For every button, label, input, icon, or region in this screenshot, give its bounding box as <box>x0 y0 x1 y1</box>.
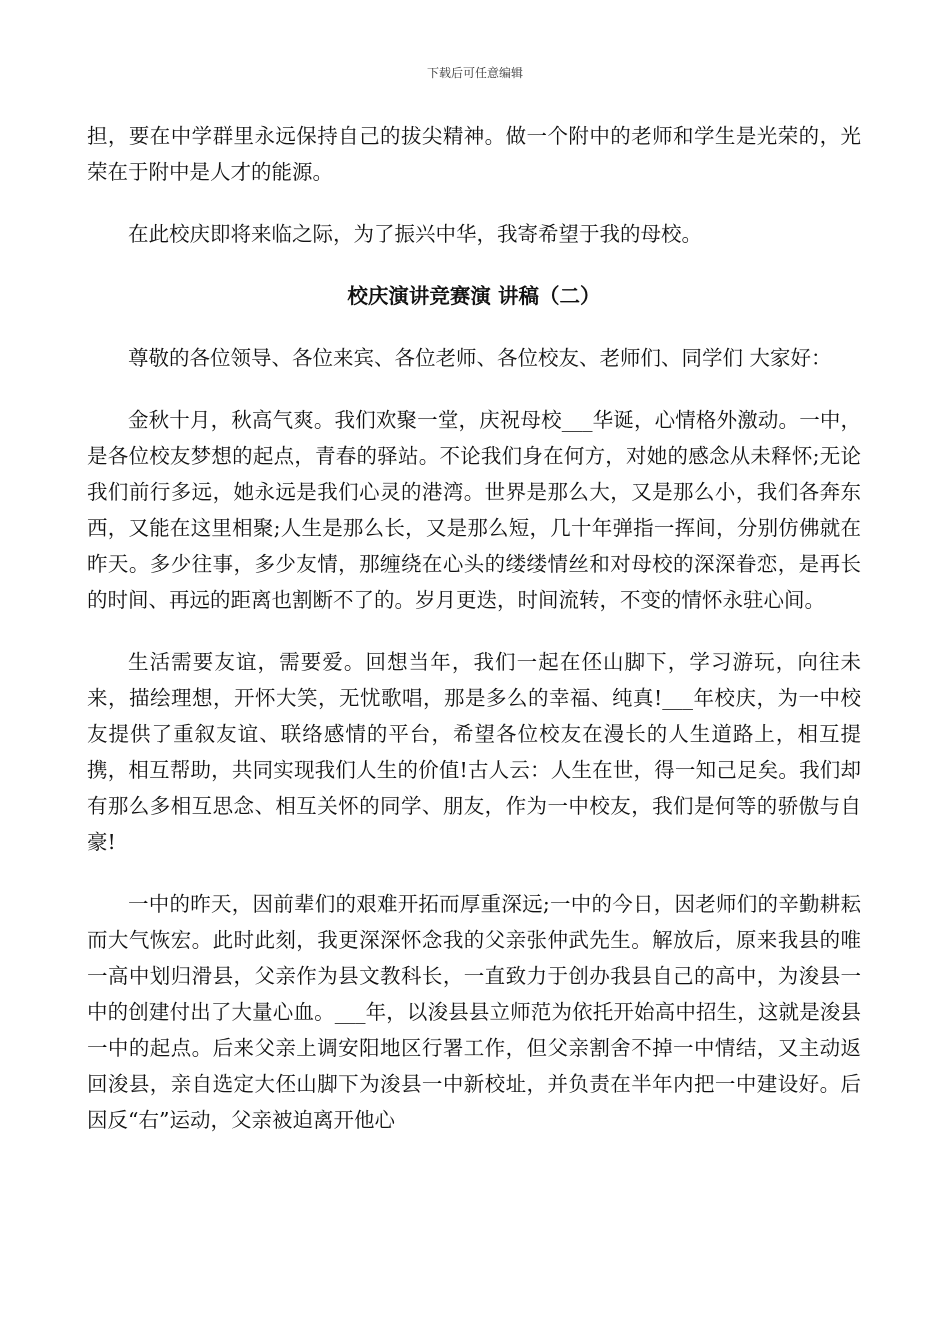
paragraph-body-2: 生活需要友谊，需要爱。回想当年，我们一起在伾山脚下，学习游玩，向往未来，描绘理想，开怀大笑，无忧歌唱，那是多么的幸福、纯真!___年校庆，为一中校友提供了重叙友谊、联络感情的平台，希望各位校友在漫长的人生道路上，相互提携，相互帮助，共同实现我们人生的价值!古人云：人生在世，得一知己足矣。我们却有那么多相互思念、相互关怀的同学、朋友，作为一中校友，我们是何等的骄傲与自豪! <box>87 650 861 854</box>
paragraph-body-1: 金秋十月，秋高气爽。我们欢聚一堂，庆祝母校___华诞，心情格外激动。一中，是各位校友梦想的起点，青春的驿站。不论我们身在何方，对她的感念从未释怀;无论我们前行多远，她永远是我们心灵的港湾。世界是那么大，又是那么小，我们各奔东西，又能在这里相聚;人生是那么长，又是那么短，几十年弹指一挥间，分别仿佛就在昨天。多少往事，多少友情，那缠绕在心头的缕缕情丝和对母校的深深眷恋，是再长的时间、再远的距离也割断不了的。岁月更迭，时间流转，不变的情怀永驻心间。 <box>87 408 861 612</box>
page-header: 下载后可任意编辑 <box>426 66 523 80</box>
paragraph-greeting: 尊敬的各位领导、各位来宾、各位老师、各位校友、老师们、同学们 大家好： <box>128 346 832 370</box>
paragraph-body-3: 一中的昨天，因前辈们的艰难开拓而厚重深远;一中的今日，因老师们的辛勤耕耘而大气恢宏。此时此刻，我更深深怀念我的父亲张仲武先生。解放后，原来我县的唯一高中划归滑县，父亲作为县文教科长，一直致力于创办我县自己的高中，为浚县一中的创建付出了大量心血。___年，以浚县县立师范为依托开始高中招生，这就是浚县一中的起点。后来父亲上调安阳地区行署工作，但父亲割舍不掉一中情结，又主动返回浚县，亲自选定大伾山脚下为浚县一中新校址，并负责在半年内把一中建设好。后因反“右”运动，父亲被迫离开他心 <box>87 892 861 1132</box>
document-body <box>87 118 861 1138</box>
paragraph-continuation: 担，要在中学群里永远保持自己的拔尖精神。做一个附中的老师和学生是光荣的，光荣在于附中是人才的能源。 <box>87 124 861 184</box>
section-title: 校庆演讲竞赛演 讲稿（二） <box>347 284 601 308</box>
paragraph-closing: 在此校庆即将来临之际，为了振兴中华，我寄希望于我的母校。 <box>128 222 702 246</box>
